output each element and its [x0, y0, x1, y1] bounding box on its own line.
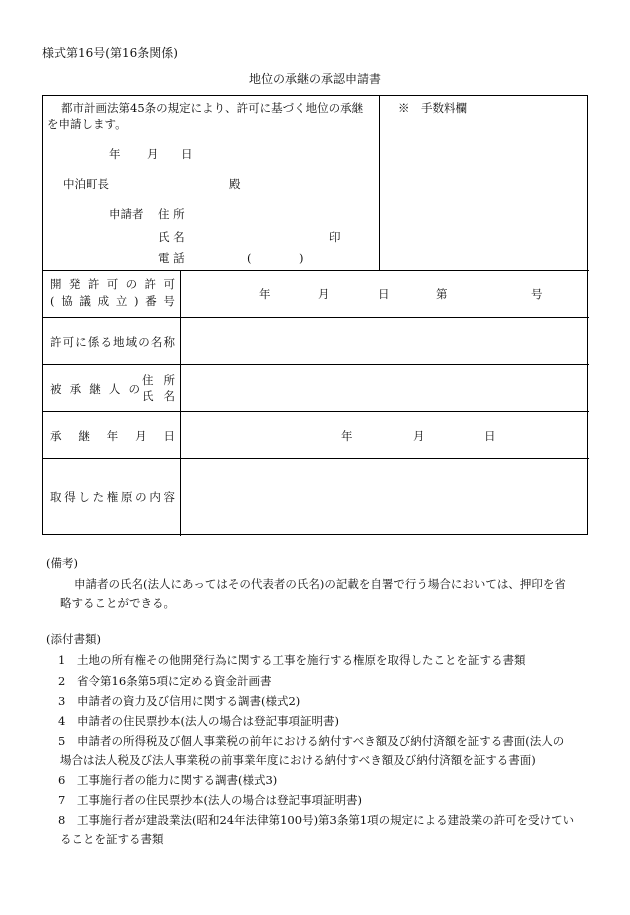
label-char: 域: [125, 335, 138, 349]
permit-label-line-2: [50, 296, 175, 308]
label-char: の: [138, 335, 150, 349]
attachment-number: 6: [58, 773, 66, 787]
permit-go-label: 号: [531, 287, 543, 301]
remarks-line-1: 申請者の氏名(法人にあってはその代表者の氏名)の記載を自署で行う場合においては、押印を省: [74, 577, 566, 591]
permit-year-label: 年: [259, 287, 271, 301]
statement-line-2: を申請します。: [47, 117, 127, 131]
label-char: 称: [163, 335, 175, 349]
label-char: 協: [61, 294, 73, 308]
label-char: 議: [79, 294, 91, 308]
attachment-text: 工事施行者の住民票抄本(法人の場合は登記事項証明書): [77, 793, 362, 807]
document-title: 地位の承継の承認申請書: [248, 72, 381, 86]
label-char: 許: [50, 335, 62, 349]
fee-column-divider: [379, 96, 380, 270]
label-char: 人: [108, 382, 121, 396]
label-char: 取: [50, 490, 62, 504]
label-char: の: [128, 382, 140, 396]
successor-address-label: [142, 375, 175, 387]
successor-label: [50, 384, 140, 396]
label-char: 号: [163, 294, 175, 308]
succession-date-label: [50, 431, 175, 443]
attachment-text: 工事施行者が建設業法(昭和24年法律第100号)第3条第1項の規定による建設業の許可を受けてい: [77, 813, 575, 827]
label-char: 成: [97, 294, 110, 308]
label-char: 許: [144, 277, 157, 291]
label-char: ): [134, 294, 139, 308]
label-char: 番: [145, 294, 157, 308]
label-char: 内: [149, 490, 161, 504]
label-char: の: [135, 490, 147, 504]
form-number: 様式第16号(第16条関係): [42, 46, 178, 60]
succession-year-label: 年: [341, 429, 353, 443]
date-day-label: 日: [181, 147, 193, 161]
label-char: 名: [150, 335, 163, 349]
attachment-text-continued: 場合は法人税及び法人事業税の前事業年度における納付すべき額及び納付済額を証する書面): [60, 753, 536, 767]
label-char: 継: [89, 382, 101, 396]
row-divider: [43, 270, 589, 271]
label-char: 権: [106, 490, 119, 504]
label-char: 可: [106, 277, 119, 291]
permit-dai-label: 第: [436, 287, 448, 301]
label-char: 氏: [142, 389, 154, 403]
remarks-heading: (備考): [46, 556, 78, 570]
row-divider: [43, 458, 589, 459]
label-char: 可: [62, 335, 75, 349]
label-char: 名: [163, 389, 175, 403]
attachment-number: 7: [58, 793, 66, 807]
label-char: 開: [50, 277, 62, 291]
succession-day-label: 日: [484, 429, 496, 443]
attachment-number: 8: [58, 813, 66, 827]
attachment-text: 申請者の住民票抄本(法人の場合は登記事項証明書): [77, 714, 339, 728]
label-char: 年: [106, 429, 119, 443]
label-char: 日: [163, 429, 175, 443]
attachment-number: 4: [58, 714, 66, 728]
label-char: (: [50, 294, 55, 308]
phone-label: 電 話: [158, 251, 185, 265]
date-month-label: 月: [147, 147, 159, 161]
label-char: 得: [64, 490, 76, 504]
addressee: 中泊町長: [63, 177, 109, 191]
label-char: 継: [78, 429, 90, 443]
attachment-number: 3: [58, 694, 66, 708]
label-char: た: [92, 490, 105, 504]
name-label: 氏 名: [158, 230, 185, 244]
label-char: 原: [120, 490, 133, 504]
label-column-divider: [180, 270, 181, 536]
label-char: 可: [163, 277, 175, 291]
attachment-text: 申請者の資力及び信用に関する調書(様式2): [77, 694, 301, 708]
applicant-label: 申請者: [109, 207, 144, 221]
attachment-text-continued: ることを証する書類: [60, 832, 164, 846]
label-char: 承: [69, 382, 82, 396]
attachment-number: 2: [58, 674, 66, 688]
label-char: 住: [142, 373, 154, 387]
area-label: [50, 337, 175, 349]
attachment-text: 土地の所有権その他開発行為に関する工事を施行する権原を取得したことを証する書類: [77, 653, 526, 667]
attachment-number: 1: [58, 653, 66, 667]
label-char: 地: [113, 335, 125, 349]
fee-label: ※ 手数料欄: [398, 101, 467, 115]
remarks-line-2: 略することができる。: [60, 596, 175, 610]
phone-paren-open: (: [247, 251, 252, 265]
attachment-number: 5: [58, 734, 66, 748]
date-year-label: 年: [109, 147, 121, 161]
label-char: 容: [163, 490, 175, 504]
label-char: 許: [87, 277, 100, 291]
label-char: る: [100, 335, 112, 349]
permit-day-label: 日: [378, 287, 390, 301]
statement-line-1: 都市計画法第45条の規定により、許可に基づく地位の承継: [61, 101, 364, 115]
authority-label: [50, 492, 175, 504]
successor-name-label: [142, 391, 175, 403]
label-char: 発: [68, 277, 81, 291]
permit-month-label: 月: [318, 287, 330, 301]
application-form-table: [42, 95, 588, 535]
attachment-text: 省令第16条第5項に定める資金計画書: [77, 674, 272, 688]
row-divider: [43, 364, 589, 365]
row-divider: [43, 411, 589, 412]
address-label: 住 所: [158, 207, 185, 221]
label-char: 係: [87, 335, 100, 349]
succession-month-label: 月: [413, 429, 425, 443]
label-char: 所: [163, 373, 175, 387]
permit-label-line-1: [50, 279, 175, 291]
label-char: の: [125, 277, 138, 291]
label-char: 被: [50, 382, 62, 396]
attachment-text: 工事施行者の能力に関する調書(様式3): [77, 773, 278, 787]
label-char: に: [75, 335, 87, 349]
label-char: 承: [50, 429, 62, 443]
label-char: し: [78, 490, 90, 504]
attachment-text: 申請者の所得税及び個人事業税の前年における納付すべき額及び納付済額を証する書面(法人の: [77, 734, 565, 748]
honorific: 殿: [229, 177, 241, 191]
seal-label: 印: [329, 230, 341, 244]
attachments-heading: (添付書類): [46, 632, 101, 646]
row-divider: [43, 317, 589, 318]
label-char: 立: [115, 294, 128, 308]
label-char: 月: [135, 429, 147, 443]
phone-paren-close: ): [299, 251, 304, 265]
